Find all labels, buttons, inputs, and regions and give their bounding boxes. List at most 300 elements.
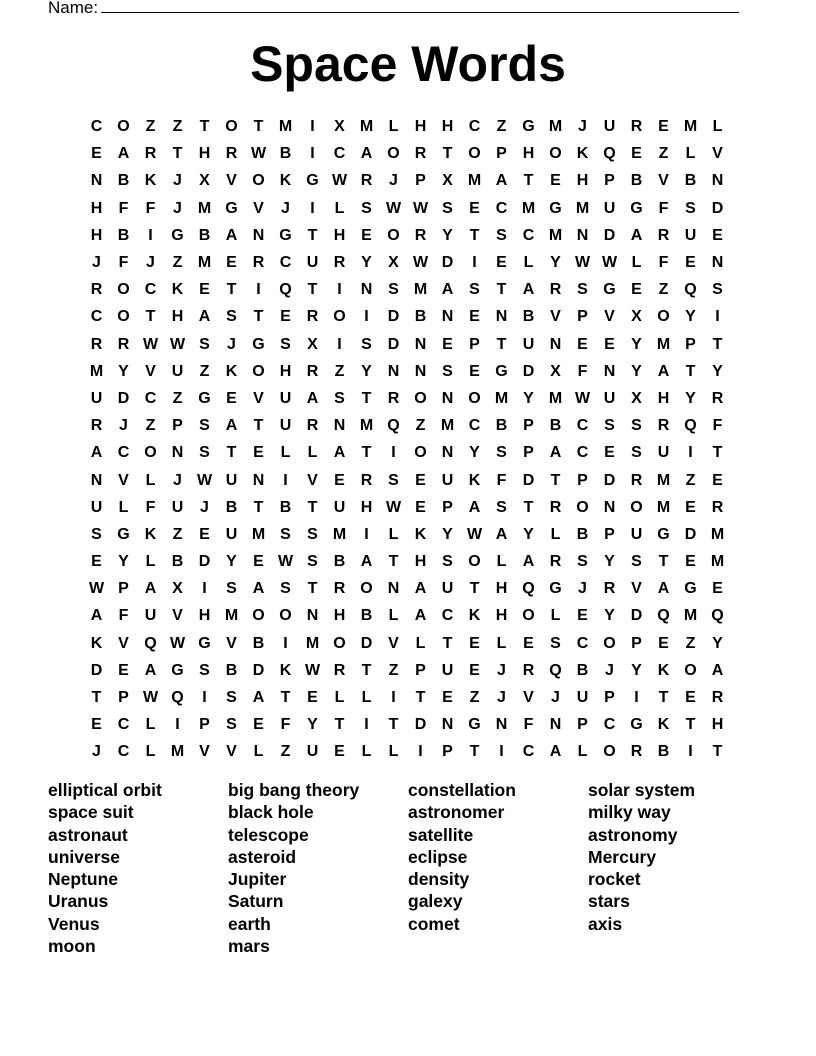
- grid-letter: I: [688, 444, 693, 462]
- grid-letter: C: [576, 634, 589, 652]
- word-list-item: Venus: [48, 913, 100, 934]
- grid-letter: R: [711, 689, 724, 707]
- grid-row: [83, 630, 731, 657]
- grid-letter: C: [468, 118, 481, 136]
- grid-letter: A: [468, 498, 481, 516]
- grid-letter: E: [469, 634, 480, 652]
- grid-letter: W: [250, 145, 267, 163]
- grid-letter: Y: [631, 661, 642, 679]
- grid-letter: U: [306, 743, 319, 761]
- grid-letter: H: [279, 362, 292, 380]
- grid-letter: T: [685, 362, 696, 380]
- grid-letter: O: [414, 389, 427, 407]
- grid-letter: F: [658, 199, 669, 217]
- grid-letter: M: [170, 743, 185, 761]
- grid-letter: H: [495, 607, 508, 625]
- grid-letter: T: [469, 580, 480, 598]
- grid-letter: N: [549, 335, 562, 353]
- grid-letter: P: [442, 743, 453, 761]
- grid-letter: B: [549, 417, 562, 435]
- grid-letter: M: [548, 389, 563, 407]
- grid-letter: E: [631, 281, 642, 299]
- grid-letter: A: [252, 689, 265, 707]
- grid-letter: P: [442, 498, 453, 516]
- grid-letter: J: [119, 417, 128, 435]
- grid-letter: J: [92, 254, 101, 272]
- grid-letter: L: [496, 634, 507, 652]
- grid-letter: T: [415, 689, 426, 707]
- grid-letter: X: [550, 362, 561, 380]
- word-list-item: space suit: [48, 802, 134, 823]
- grid-letter: E: [658, 634, 669, 652]
- grid-letter: R: [549, 553, 562, 571]
- grid-letter: U: [225, 525, 238, 543]
- grid-letter: A: [333, 444, 346, 462]
- grid-letter: H: [711, 716, 724, 734]
- grid-letter: U: [225, 471, 238, 489]
- grid-letter: I: [175, 716, 180, 734]
- grid-letter: B: [414, 308, 427, 326]
- grid-row: [83, 711, 731, 738]
- grid-letter: F: [118, 199, 129, 217]
- grid-letter: E: [253, 444, 264, 462]
- word-list-item: rocket: [588, 869, 641, 890]
- grid-letter: S: [91, 525, 102, 543]
- word-list-item: black hole: [228, 802, 314, 823]
- grid-letter: Q: [711, 607, 724, 625]
- grid-letter: Y: [118, 553, 129, 571]
- word-list-item: Uranus: [48, 891, 109, 912]
- grid-letter: E: [442, 335, 453, 353]
- grid-letter: T: [253, 118, 264, 136]
- grid-letter: M: [494, 389, 509, 407]
- grid-letter: O: [387, 226, 400, 244]
- grid-letter: O: [333, 634, 346, 652]
- grid-letter: D: [630, 607, 643, 625]
- grid-letter: S: [631, 553, 642, 571]
- grid-letter: T: [685, 716, 696, 734]
- grid-letter: E: [226, 389, 237, 407]
- grid-letter: E: [280, 308, 291, 326]
- grid-letter: J: [200, 498, 209, 516]
- grid-letter: N: [603, 498, 616, 516]
- grid-letter: A: [495, 172, 508, 190]
- grid-letter: R: [306, 417, 319, 435]
- grid-letter: Y: [226, 553, 237, 571]
- grid-letter: M: [251, 525, 266, 543]
- grid-letter: Y: [712, 634, 723, 652]
- grid-letter: O: [522, 607, 535, 625]
- grid-letter: R: [90, 417, 103, 435]
- grid-letter: M: [332, 525, 347, 543]
- word-list-item: Saturn: [228, 891, 284, 912]
- grid-letter: L: [685, 145, 696, 163]
- grid-letter: X: [388, 254, 399, 272]
- grid-letter: N: [441, 444, 454, 462]
- grid-letter: B: [630, 172, 643, 190]
- grid-letter: F: [145, 498, 156, 516]
- grid-letter: U: [603, 389, 616, 407]
- grid-letter: V: [253, 389, 264, 407]
- grid-letter: M: [224, 607, 239, 625]
- grid-letter: A: [711, 661, 724, 679]
- grid-letter: O: [387, 145, 400, 163]
- grid-letter: Y: [685, 308, 696, 326]
- grid-letter: L: [388, 743, 399, 761]
- word-list-item: density: [408, 869, 470, 890]
- grid-letter: Q: [549, 661, 562, 679]
- grid-letter: U: [576, 689, 589, 707]
- grid-letter: W: [601, 254, 618, 272]
- grid-letter: U: [603, 118, 616, 136]
- grid-letter: V: [631, 580, 642, 598]
- grid-letter: B: [279, 498, 292, 516]
- grid-letter: C: [117, 743, 130, 761]
- grid-letter: Y: [712, 362, 723, 380]
- grid-letter: T: [280, 689, 291, 707]
- grid-letter: L: [361, 689, 372, 707]
- grid-letter: R: [414, 145, 427, 163]
- grid-letter: T: [712, 743, 723, 761]
- word-list-item: Neptune: [48, 869, 118, 890]
- grid-letter: M: [197, 254, 212, 272]
- grid-letter: W: [574, 389, 591, 407]
- grid-letter: K: [144, 172, 157, 190]
- grid-letter: T: [361, 661, 372, 679]
- grid-letter: U: [603, 199, 616, 217]
- grid-letter: V: [145, 362, 156, 380]
- grid-letter: Q: [657, 607, 670, 625]
- grid-letter: C: [603, 716, 616, 734]
- grid-letter: V: [307, 471, 318, 489]
- grid-letter: Y: [361, 254, 372, 272]
- grid-letter: N: [90, 471, 103, 489]
- grid-letter: G: [171, 226, 184, 244]
- grid-letter: U: [171, 498, 184, 516]
- grid-letter: D: [252, 661, 265, 679]
- grid-letter: Q: [144, 634, 157, 652]
- grid-letter: I: [283, 634, 288, 652]
- grid-letter: A: [360, 553, 373, 571]
- grid-letter: L: [388, 525, 399, 543]
- grid-letter: S: [226, 580, 237, 598]
- grid-letter: O: [630, 498, 643, 516]
- grid-letter: M: [683, 607, 698, 625]
- grid-letter: O: [360, 580, 373, 598]
- grid-letter: L: [361, 743, 372, 761]
- grid-letter: J: [497, 689, 506, 707]
- word-list-item: stars: [588, 891, 630, 912]
- word-list: [48, 779, 768, 957]
- grid-letter: C: [90, 118, 103, 136]
- grid-letter: X: [334, 118, 345, 136]
- grid-row: [83, 167, 731, 194]
- grid-letter: E: [226, 254, 237, 272]
- grid-letter: E: [577, 335, 588, 353]
- grid-letter: Y: [469, 444, 480, 462]
- grid-letter: V: [604, 308, 615, 326]
- grid-letter: Q: [603, 145, 616, 163]
- grid-letter: E: [307, 689, 318, 707]
- word-list-item: comet: [408, 913, 460, 934]
- word-list-item: eclipse: [408, 846, 468, 867]
- grid-letter: S: [577, 281, 588, 299]
- grid-letter: B: [225, 661, 238, 679]
- grid-letter: A: [441, 281, 454, 299]
- grid-letter: E: [334, 743, 345, 761]
- grid-letter: B: [198, 226, 211, 244]
- grid-letter: S: [280, 525, 291, 543]
- grid-letter: I: [499, 743, 504, 761]
- grid-letter: B: [279, 145, 292, 163]
- grid-letter: L: [118, 498, 129, 516]
- grid-letter: L: [388, 607, 399, 625]
- grid-row: [83, 466, 731, 493]
- word-list-item: galexy: [408, 891, 463, 912]
- grid-letter: S: [226, 716, 237, 734]
- grid-letter: P: [415, 661, 426, 679]
- grid-letter: T: [712, 444, 723, 462]
- grid-letter: M: [710, 553, 725, 571]
- grid-letter: N: [576, 226, 589, 244]
- grid-letter: E: [415, 471, 426, 489]
- grid-letter: P: [604, 689, 615, 707]
- grid-letter: T: [361, 389, 372, 407]
- grid-letter: N: [171, 444, 184, 462]
- grid-letter: N: [360, 281, 373, 299]
- grid-letter: S: [631, 444, 642, 462]
- grid-letter: J: [146, 254, 155, 272]
- grid-letter: N: [414, 362, 427, 380]
- word-list-item: asteroid: [228, 846, 297, 867]
- grid-letter: O: [117, 281, 130, 299]
- grid-letter: G: [198, 389, 211, 407]
- grid-letter: I: [310, 199, 315, 217]
- grid-letter: N: [549, 716, 562, 734]
- grid-letter: T: [658, 689, 669, 707]
- grid-letter: T: [145, 308, 156, 326]
- grid-letter: D: [117, 389, 130, 407]
- grid-letter: V: [226, 743, 237, 761]
- grid-letter: N: [387, 362, 400, 380]
- grid-letter: M: [359, 118, 374, 136]
- letter-grid: [83, 113, 731, 766]
- grid-letter: I: [391, 689, 396, 707]
- grid-letter: K: [279, 661, 292, 679]
- grid-letter: H: [198, 145, 211, 163]
- grid-letter: D: [441, 254, 454, 272]
- grid-letter: B: [522, 308, 535, 326]
- grid-letter: T: [307, 580, 318, 598]
- name-label: Name:: [48, 0, 99, 17]
- grid-letter: I: [364, 525, 369, 543]
- word-list-item: constellation: [408, 780, 516, 800]
- grid-letter: I: [634, 689, 639, 707]
- grid-letter: Y: [118, 362, 129, 380]
- grid-letter: B: [333, 553, 346, 571]
- grid-letter: B: [225, 498, 238, 516]
- grid-letter: G: [252, 335, 265, 353]
- grid-letter: T: [496, 335, 507, 353]
- grid-letter: J: [578, 118, 587, 136]
- grid-letter: M: [656, 471, 671, 489]
- grid-letter: E: [496, 254, 507, 272]
- grid-letter: W: [412, 254, 429, 272]
- grid-letter: F: [118, 607, 129, 625]
- word-list-item: astronomer: [408, 802, 505, 823]
- grid-letter: J: [497, 661, 506, 679]
- grid-letter: B: [117, 226, 130, 244]
- grid-letter: D: [387, 335, 400, 353]
- grid-letter: O: [117, 308, 130, 326]
- grid-letter: D: [522, 471, 535, 489]
- grid-letter: G: [198, 634, 211, 652]
- grid-letter: S: [307, 553, 318, 571]
- grid-letter: E: [631, 145, 642, 163]
- grid-letter: T: [496, 281, 507, 299]
- grid-letter: R: [306, 362, 319, 380]
- grid-letter: I: [202, 689, 207, 707]
- grid-letter: S: [280, 580, 291, 598]
- grid-letter: I: [256, 281, 261, 299]
- grid-letter: M: [359, 417, 374, 435]
- grid-letter: U: [441, 471, 454, 489]
- grid-letter: S: [550, 634, 561, 652]
- grid-letter: P: [469, 335, 480, 353]
- grid-letter: C: [333, 145, 346, 163]
- name-field: [48, 0, 739, 19]
- grid-letter: S: [361, 199, 372, 217]
- grid-row: [83, 358, 731, 385]
- grid-letter: E: [469, 199, 480, 217]
- grid-letter: D: [684, 525, 697, 543]
- grid-letter: O: [252, 172, 265, 190]
- grid-letter: M: [440, 417, 455, 435]
- grid-letter: T: [307, 281, 318, 299]
- grid-letter: M: [467, 172, 482, 190]
- grid-letter: Y: [442, 226, 453, 244]
- grid-letter: R: [657, 226, 670, 244]
- grid-letter: H: [657, 389, 670, 407]
- grid-row: [83, 738, 731, 765]
- grid-letter: O: [252, 362, 265, 380]
- grid-row: [83, 548, 731, 575]
- grid-letter: M: [656, 335, 671, 353]
- grid-letter: R: [711, 389, 724, 407]
- grid-letter: K: [468, 607, 481, 625]
- grid-letter: T: [226, 281, 237, 299]
- grid-letter: G: [684, 580, 697, 598]
- grid-letter: S: [199, 335, 210, 353]
- grid-letter: P: [496, 145, 507, 163]
- grid-letter: X: [631, 389, 642, 407]
- grid-letter: N: [441, 716, 454, 734]
- grid-letter: I: [283, 471, 288, 489]
- grid-letter: Z: [334, 362, 345, 380]
- grid-letter: E: [361, 226, 372, 244]
- grid-letter: T: [658, 553, 669, 571]
- word-column: [408, 779, 588, 957]
- grid-letter: W: [142, 335, 159, 353]
- grid-letter: S: [388, 471, 399, 489]
- grid-letter: Z: [172, 525, 183, 543]
- grid-letter: K: [468, 471, 481, 489]
- grid-letter: E: [658, 118, 669, 136]
- grid-letter: U: [441, 580, 454, 598]
- grid-row: [83, 140, 731, 167]
- grid-letter: U: [90, 498, 103, 516]
- grid-letter: H: [495, 580, 508, 598]
- grid-letter: Z: [145, 417, 156, 435]
- grid-letter: T: [442, 145, 453, 163]
- grid-letter: F: [496, 471, 507, 489]
- grid-letter: T: [469, 743, 480, 761]
- grid-letter: G: [306, 172, 319, 190]
- grid-letter: M: [278, 118, 293, 136]
- grid-letter: L: [280, 444, 291, 462]
- grid-letter: P: [118, 689, 129, 707]
- grid-letter: A: [657, 362, 670, 380]
- grid-letter: N: [441, 308, 454, 326]
- grid-letter: E: [253, 716, 264, 734]
- grid-letter: L: [523, 254, 534, 272]
- grid-letter: S: [226, 308, 237, 326]
- grid-letter: O: [684, 661, 697, 679]
- grid-letter: D: [414, 716, 427, 734]
- grid-row: [83, 657, 731, 684]
- grid-letter: Z: [658, 145, 669, 163]
- grid-letter: E: [334, 471, 345, 489]
- grid-letter: G: [549, 199, 562, 217]
- grid-row: [83, 385, 731, 412]
- grid-letter: A: [225, 417, 238, 435]
- grid-letter: L: [388, 118, 399, 136]
- grid-row: [83, 303, 731, 330]
- grid-letter: A: [414, 580, 427, 598]
- grid-letter: A: [495, 525, 508, 543]
- grid-letter: R: [414, 226, 427, 244]
- grid-letter: B: [657, 743, 670, 761]
- grid-letter: A: [522, 281, 535, 299]
- grid-letter: S: [199, 417, 210, 435]
- grid-letter: H: [414, 553, 427, 571]
- grid-letter: H: [90, 199, 103, 217]
- grid-letter: R: [90, 335, 103, 353]
- grid-letter: I: [715, 308, 720, 326]
- grid-letter: I: [310, 118, 315, 136]
- grid-letter: H: [90, 226, 103, 244]
- grid-letter: P: [577, 471, 588, 489]
- grid-letter: A: [414, 607, 427, 625]
- grid-letter: L: [334, 689, 345, 707]
- grid-letter: E: [91, 553, 102, 571]
- grid-letter: R: [225, 145, 238, 163]
- grid-letter: I: [310, 145, 315, 163]
- grid-letter: Z: [415, 417, 426, 435]
- grid-letter: C: [468, 417, 481, 435]
- grid-letter: O: [468, 553, 481, 571]
- grid-letter: I: [472, 254, 477, 272]
- grid-letter: B: [684, 172, 697, 190]
- grid-letter: Z: [172, 254, 183, 272]
- grid-letter: Y: [307, 716, 318, 734]
- grid-letter: G: [630, 716, 643, 734]
- grid-letter: W: [385, 498, 402, 516]
- grid-letter: S: [496, 226, 507, 244]
- grid-letter: F: [118, 254, 129, 272]
- grid-letter: W: [196, 471, 213, 489]
- grid-letter: B: [117, 172, 130, 190]
